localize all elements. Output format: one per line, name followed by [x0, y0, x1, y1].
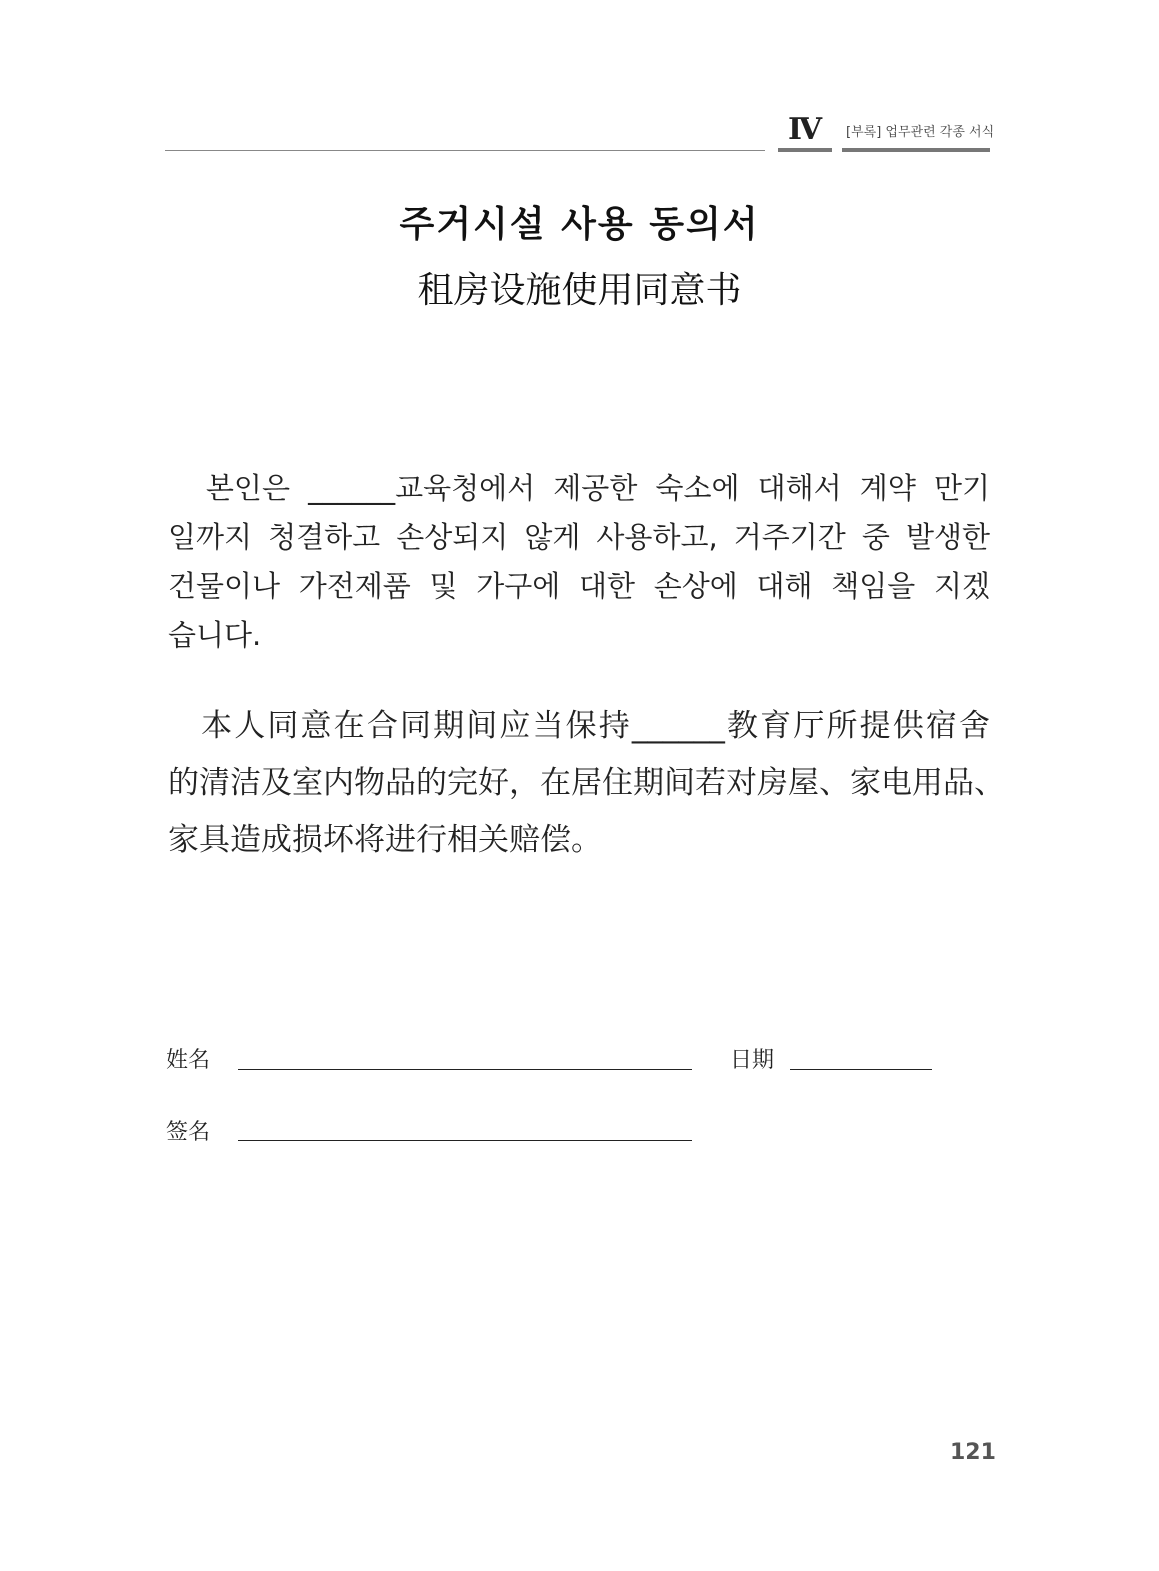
section-bar: [842, 148, 990, 152]
date-label: 日期: [730, 1048, 775, 1073]
name-label: 姓名: [166, 1048, 211, 1073]
name-field[interactable]: [238, 1069, 692, 1070]
paragraph-line: 일까지 청결하고 손상되지 않게 사용하고, 거주기간 중 발생한: [168, 520, 990, 554]
paragraph-korean: [168, 464, 990, 660]
paragraph-line: 的清洁及室内物品的完好，在居住期间若对房屋、家电用品、: [168, 765, 1005, 801]
section-title: [부록] 업무관련 각종 서식: [846, 125, 995, 140]
header-rule: [165, 150, 765, 151]
date-field[interactable]: [790, 1069, 932, 1070]
title-korean: 주거시설 사용 동의서: [399, 204, 760, 245]
paragraph-line: 家具造成损坏将进行相关赔偿。: [168, 822, 602, 858]
sign-label: 签名: [166, 1120, 211, 1145]
paragraph-chinese: [168, 698, 1005, 869]
paragraph-line: 습니다.: [168, 618, 262, 652]
signature-field[interactable]: [238, 1140, 692, 1141]
paragraph-line: 건물이나 가전제품 및 가구에 대한 손상에 대해 책임을 지겠: [168, 569, 990, 603]
paragraph-line: 本人同意在合同期间应当保持______教育厅所提供宿舍: [168, 708, 990, 744]
title-chinese: 租房设施使用同意书: [417, 270, 742, 311]
paragraph-line: 본인은 ______교육청에서 제공한 숙소에 대해서 계약 만기: [168, 471, 990, 505]
chapter-bar: [778, 148, 832, 152]
page-number: 121: [950, 1440, 996, 1465]
chapter-numeral: Ⅳ: [787, 113, 823, 146]
